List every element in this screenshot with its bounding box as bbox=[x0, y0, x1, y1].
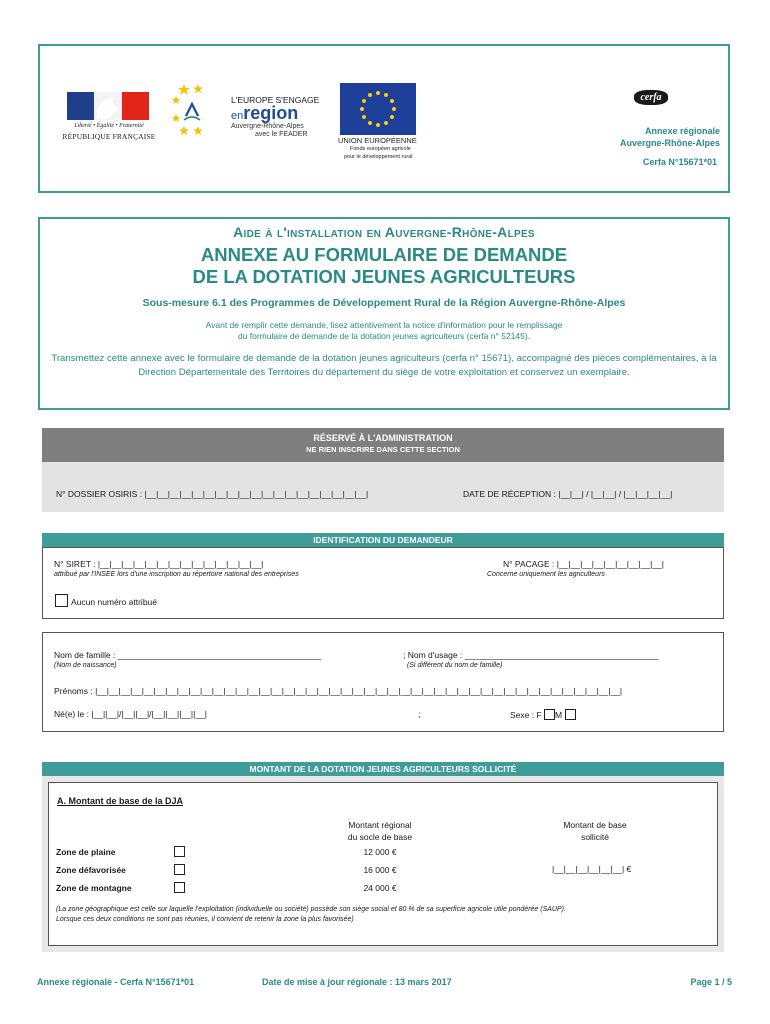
siret-note: attribué par l'INSEE lors d'une inscription au répertoire national des entreprises bbox=[54, 571, 299, 578]
zone-value: 24 000 € bbox=[363, 883, 397, 893]
transmission-instructions: Transmettez cette annexe avec le formulaire de demande de la dotation jeunes agriculteurs (cerfa n° 15671), accompagné des pièces complémentaires, à la Direction Départementale des Territoires du département du siège de votre exploitation et conservez un exemplaire. bbox=[51, 353, 717, 378]
zone-note: (La zone géographique est celle sur laquelle l'exploitation (individuelle ou société) possède son siège social et 80 % de sa superficie agricole utile pondérée (SAUP). Lorsque ces deux conditions ne sont pas réunies, il convient de retenir la zone la plus favorisée) bbox=[56, 906, 566, 923]
zone-montagne-checkbox[interactable] bbox=[174, 882, 185, 893]
osiris-dossier-field: N° DOSSIER OSIRIS : |__|__|__|__|__|__|__|__|__|__|__|__|__|__|__|__|__|__|__| bbox=[56, 489, 369, 499]
montant-sollicite-field[interactable]: |__|__|__|__|__|__| € bbox=[552, 864, 632, 874]
annex-region-label: Annexe régionale Auvergne-Rhône-Alpes bbox=[619, 126, 720, 148]
rf-motto: Liberté • Égalité • Fraternité bbox=[74, 123, 144, 129]
reception-date-field: DATE DE RÉCEPTION : |__|__| / |__|__| / |__|__|__|__| bbox=[463, 489, 673, 499]
birth-date-field[interactable]: Né(e) le : |__||__|/|__||__|/|__||__||__||__| bbox=[54, 709, 208, 719]
sous-mesure-subtitle: Sous-mesure 6.1 des Programmes de Développement Rural de la Région Auvergne-Rhône-Alpes bbox=[142, 297, 626, 309]
cerfa-number: Cerfa N°15671*01 bbox=[642, 157, 717, 167]
siret-field[interactable]: N° SIRET : |__|__|__|__|__|__|__|__|__|__|__|__|__|__| bbox=[54, 559, 264, 569]
col-montant-regional: Montant régional du socle de base bbox=[347, 820, 413, 842]
europe-engage-text: L'EUROPE S'ENGAGE bbox=[231, 95, 320, 105]
region-logo-text: enregion bbox=[231, 103, 299, 123]
aucun-numero-option[interactable] bbox=[55, 594, 157, 607]
eu-flag-icon bbox=[340, 83, 416, 135]
family-name-note: (Nom de naissance) bbox=[54, 662, 117, 669]
rf-name: RÉPUBLIQUE FRANÇAISE bbox=[62, 132, 156, 141]
zone-defavorisee-checkbox[interactable] bbox=[174, 864, 185, 875]
zone-value: 16 000 € bbox=[363, 865, 397, 875]
sexe-label: Sexe : F bbox=[510, 710, 542, 720]
zone-label: Zone de plaine bbox=[56, 847, 116, 857]
region-subtext: Auvergne-Rhône-Alpes avec le FEADER bbox=[231, 123, 308, 138]
page-number: Page 1 / 5 bbox=[690, 977, 732, 987]
aucun-numero-label: Aucun numéro attribué bbox=[71, 597, 157, 607]
marianne-icon bbox=[67, 92, 149, 120]
europe-region-logo-icon bbox=[172, 82, 212, 137]
section-a-title: A. Montant de base de la DJA bbox=[57, 796, 184, 806]
zone-plaine-checkbox[interactable] bbox=[174, 846, 185, 857]
admin-reserved-header: RÉSERVÉ À L'ADMINISTRATION NE RIEN INSCRIRE DANS CETTE SECTION bbox=[42, 428, 724, 462]
zone-label: Zone défavorisée bbox=[56, 865, 126, 875]
zone-value: 12 000 € bbox=[363, 847, 397, 857]
eu-caption: UNION EUROPÉENNE Fonds européen agricole pour le développement rural bbox=[338, 136, 417, 160]
montant-header: MONTANT DE LA DOTATION JEUNES AGRICULTEURS SOLLICITÉ bbox=[42, 762, 724, 776]
zone-label: Zone de montagne bbox=[56, 883, 132, 893]
pacage-field[interactable]: N° PACAGE : |__|__|__|__|__|__|__|__|__| bbox=[503, 559, 664, 569]
aucun-numero-checkbox[interactable] bbox=[55, 594, 68, 607]
sexe-m-label: M bbox=[555, 710, 563, 720]
notice-instructions: Avant de remplir cette demande, lisez attentivement la notice d'information pour le remplissage du formulaire de demande de la dotation jeunes agriculteurs (cerfa n° 52145). bbox=[205, 320, 563, 341]
sexe-m-checkbox[interactable] bbox=[565, 709, 576, 720]
identification-header: IDENTIFICATION DU DEMANDEUR bbox=[42, 533, 724, 547]
aide-title: Aide à l'installation en Auvergne-Rhône-Alpes bbox=[233, 224, 535, 240]
footer-cerfa: Annexe régionale - Cerfa N°15671*01 bbox=[37, 977, 195, 987]
usage-name-note: (Si différent du nom de famille) bbox=[407, 662, 503, 669]
cerfa-logo: cerfa bbox=[634, 90, 668, 105]
prenoms-field[interactable]: Prénoms : |__|__|__|__|__|__|__|__|__|__|__|__|__|__|__|__|__|__|__|__|__|__|__|__|__|__|__|__|__|__|__|__|__|__|__|__|__|__|__|__|__|__|__|__|__| bbox=[54, 686, 623, 696]
footer-update-date: Date de mise à jour régionale : 13 mars 2017 bbox=[262, 977, 452, 987]
identification-numbers-box bbox=[42, 547, 724, 619]
pacage-note: Concerne uniquement les agriculteurs bbox=[487, 571, 605, 578]
sexe-field bbox=[510, 709, 576, 720]
family-name-field[interactable]: Nom de famille : ___________________________________________ bbox=[54, 650, 322, 660]
usage-name-field[interactable]: ; Nom d'usage : _________________________________________ bbox=[403, 650, 659, 660]
annexe-title: ANNEXE AU FORMULAIRE DE DEMANDE DE LA DOTATION JEUNES AGRICULTEURS bbox=[192, 244, 576, 287]
sexe-f-checkbox[interactable] bbox=[544, 709, 555, 720]
col-montant-sollicite: Montant de base sollicité bbox=[563, 820, 627, 842]
admin-reserved-section bbox=[42, 462, 724, 512]
separator: ; bbox=[418, 709, 421, 719]
